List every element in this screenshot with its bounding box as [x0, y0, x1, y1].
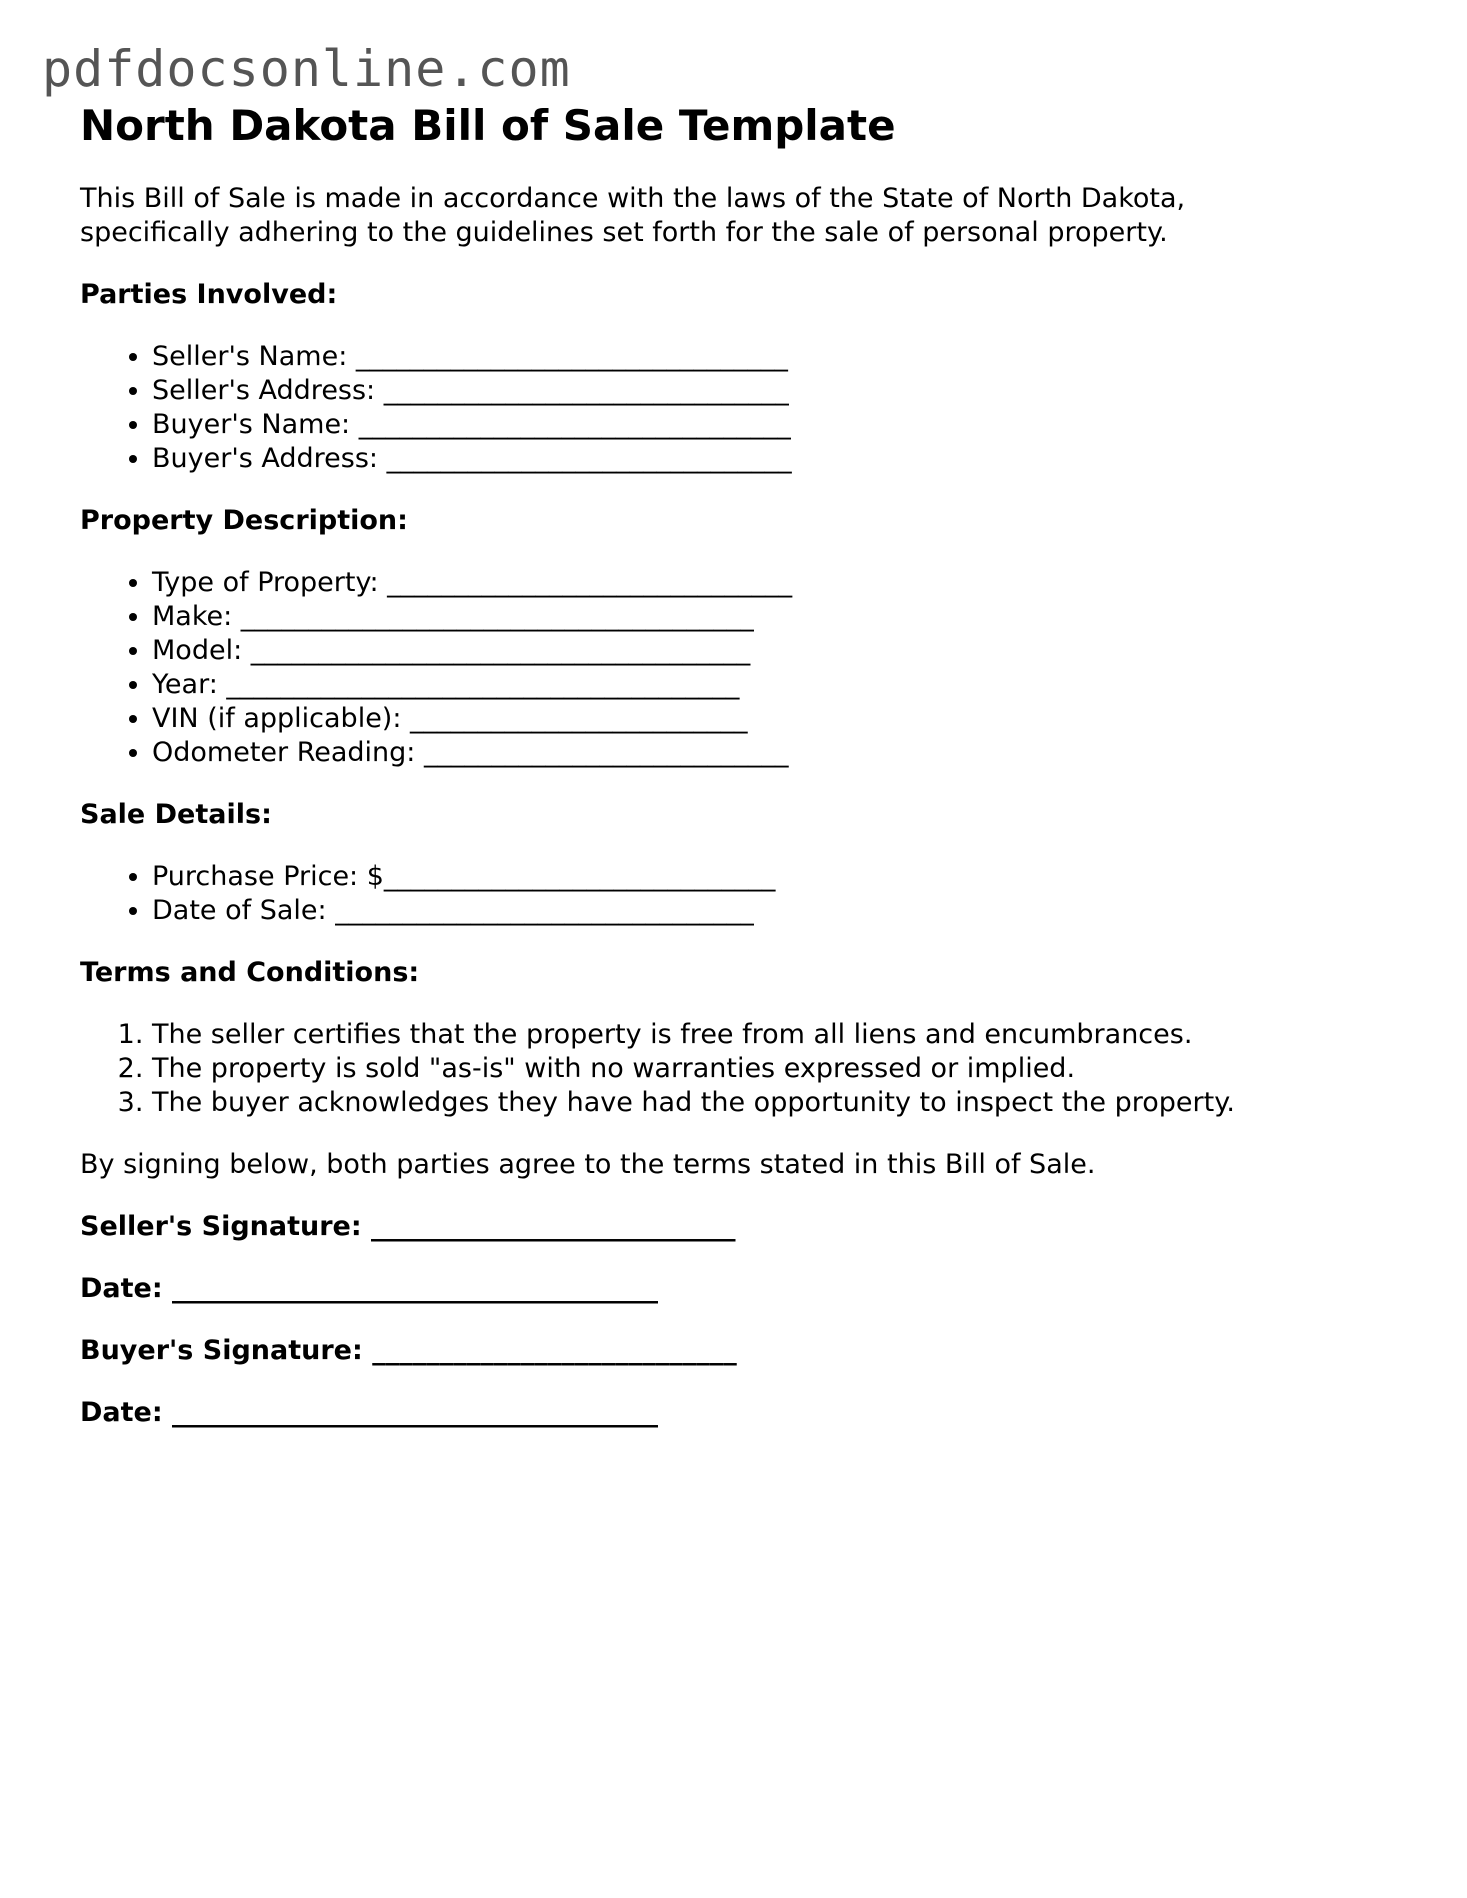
term-item: 1. The seller certifies that the property is free from all liens and encumbrances.: [152, 1018, 1420, 1052]
property-type-field[interactable]: • Type of Property: ______________________________: [152, 566, 1420, 600]
terms-list: [80, 1018, 1420, 1120]
term-item: 3. The buyer acknowledges they have had the opportunity to inspect the property.: [152, 1086, 1420, 1120]
date-of-sale-field[interactable]: • Date of Sale: _______________________________: [152, 894, 1420, 928]
intro-line-1: This Bill of Sale is made in accordance with the laws of the State of North Dakota,: [80, 183, 1186, 214]
parties-heading: Parties Involved:: [80, 279, 338, 310]
buyer-name-field[interactable]: • Buyer's Name: ________________________________: [152, 408, 1420, 442]
sale-heading: Sale Details:: [80, 799, 272, 830]
make-field[interactable]: • Make: ______________________________________: [152, 600, 1420, 634]
seller-signature-field[interactable]: Seller's Signature: ___________________________: [80, 1211, 736, 1242]
term-item: 2. The property is sold "as-is" with no warranties expressed or implied.: [152, 1052, 1420, 1086]
odometer-field[interactable]: • Odometer Reading: ___________________________: [152, 736, 1420, 770]
buyer-signature-field[interactable]: Buyer's Signature: ___________________________: [80, 1335, 737, 1366]
terms-heading: Terms and Conditions:: [80, 957, 420, 988]
purchase-price-field[interactable]: • Purchase Price: $_____________________________: [152, 860, 1420, 894]
year-field[interactable]: • Year: ______________________________________: [152, 668, 1420, 702]
document: [80, 98, 1420, 1430]
seller-address-field[interactable]: • Seller's Address: ______________________________: [152, 374, 1420, 408]
buyer-date-field[interactable]: Date: ____________________________________: [80, 1397, 659, 1428]
seller-name-field[interactable]: • Seller's Name: ________________________________: [152, 340, 1420, 374]
model-field[interactable]: • Model: _____________________________________: [152, 634, 1420, 668]
seller-date-field[interactable]: Date: ____________________________________: [80, 1273, 659, 1304]
intro-paragraph: [80, 182, 1420, 250]
watermark: pdfdocsonline.com: [42, 40, 571, 98]
buyer-address-field[interactable]: • Buyer's Address: ______________________________: [152, 442, 1420, 476]
intro-line-2: specifically adhering to the guidelines set forth for the sale of personal property.: [80, 217, 1168, 248]
parties-list: [80, 340, 1420, 476]
sale-list: [80, 860, 1420, 928]
agreement-statement: By signing below, both parties agree to the terms stated in this Bill of Sale.: [80, 1149, 1096, 1180]
property-heading: Property Description:: [80, 505, 408, 536]
document-title: North Dakota Bill of Sale Template: [80, 101, 896, 150]
property-list: [80, 566, 1420, 770]
vin-field[interactable]: • VIN (if applicable): _________________________: [152, 702, 1420, 736]
